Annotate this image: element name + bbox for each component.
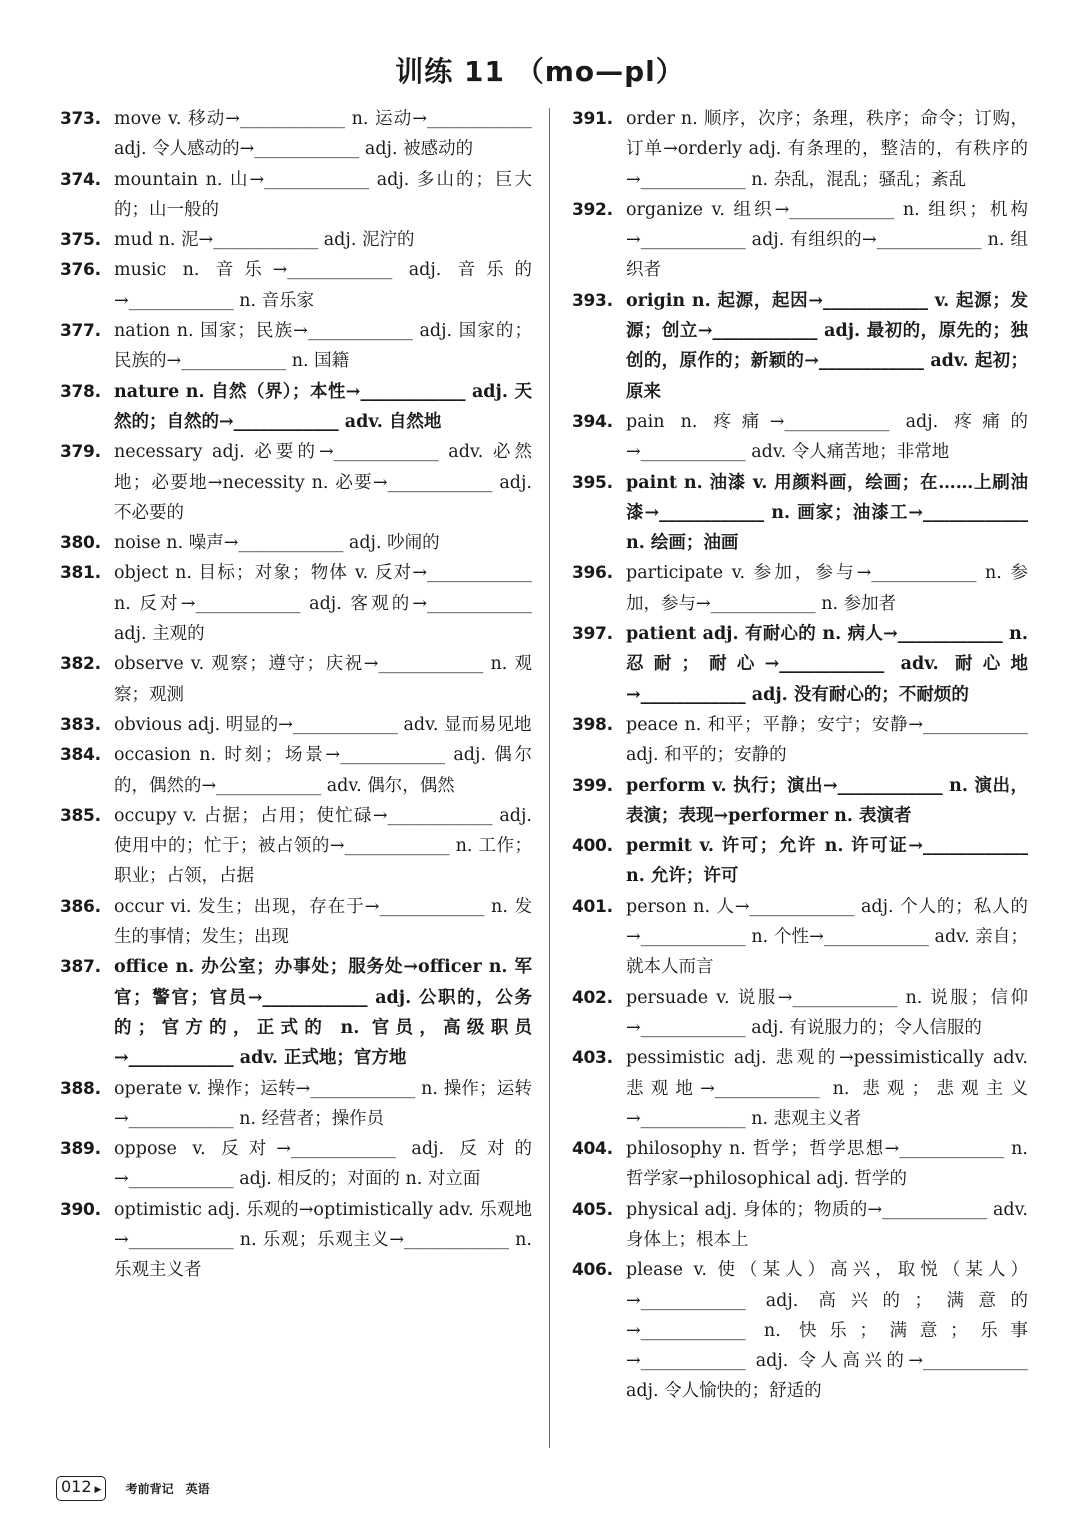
vocab-entry — [60, 437, 532, 528]
entry-text: physical adj. 身体的；物质的→____________ adv. 身体上；根本上 — [626, 1199, 1028, 1250]
entry-text: organize v. 组织→____________ n. 组织；机构→____________ adj. 有组织的→____________ n. 组织者 — [626, 199, 1028, 281]
vocab-entry — [572, 892, 1028, 983]
vocab-entry — [572, 468, 1028, 559]
entry-text: permit v. 许可；允许 n. 许可证→____________ n. 允许；许可 — [626, 836, 1028, 887]
vocab-entry — [60, 1134, 532, 1195]
page-number-badge — [56, 1476, 106, 1501]
left-column — [60, 104, 532, 1286]
entry-number: 384. — [60, 745, 101, 766]
entry-text: music n. 音乐→____________ adj. 音乐的→____________ n. 音乐家 — [114, 260, 532, 311]
entry-number: 400. — [572, 836, 613, 857]
entry-text: perform v. 执行；演出→____________ n. 演出，表演；表现→performer n. 表演者 — [626, 775, 1028, 826]
entry-number: 390. — [60, 1199, 101, 1220]
vocab-entry — [60, 952, 532, 1073]
entry-number: 401. — [572, 896, 613, 917]
vocab-entry — [572, 771, 1028, 832]
entry-number: 397. — [572, 624, 613, 645]
entry-text: please v. 使（某人）高兴，取悦（某人）→____________ adj. 高兴的；满意的→____________ n. 快乐；满意；乐事→____________ adj. 令人高兴的→____________ adj. 令人愉快的；舒适的 — [626, 1260, 1028, 1402]
page-footer — [56, 1476, 210, 1500]
vocab-entry — [60, 1195, 532, 1286]
entry-number: 391. — [572, 109, 613, 129]
vocab-entry — [60, 740, 532, 801]
entry-text: persuade v. 说服→____________ n. 说服；信仰→____________ adj. 有说服力的；令人信服的 — [626, 987, 1028, 1038]
entry-text: patient adj. 有耐心的 n. 病人→____________ n. 忍耐；耐心→____________ adv. 耐心地→____________ adj. 没有耐心的；不耐烦的 — [626, 624, 1028, 705]
entry-number: 394. — [572, 411, 613, 432]
entry-text: pain n. 疼痛→____________ adj. 疼痛的→____________ adv. 令人痛苦地；非常地 — [626, 411, 1028, 463]
entry-number: 383. — [60, 714, 101, 735]
entry-text: necessary adj. 必要的→____________ adv. 必然地；必要地→necessity n. 必要→____________ adj. 不必要的 — [114, 442, 532, 523]
entry-number: 396. — [572, 563, 613, 584]
vocab-entry — [60, 225, 532, 255]
entry-number: 406. — [572, 1260, 613, 1281]
entry-text: oppose v. 反对→____________ adj. 反对的→____________ adj. 相反的；对面的 n. 对立面 — [114, 1139, 532, 1190]
entry-number: 375. — [60, 230, 101, 251]
entry-text: peace n. 和平；平静；安宁；安静→____________ adj. 和平的；安静的 — [626, 714, 1028, 766]
vocab-entry — [572, 1195, 1028, 1256]
entry-number: 392. — [572, 199, 613, 220]
entry-text: participate v. 参加，参与→____________ n. 参加，参与→____________ n. 参加者 — [626, 563, 1028, 614]
entry-text: mountain n. 山→____________ adj. 多山的；巨大的；山一般的 — [114, 169, 532, 220]
entry-text: office n. 办公室；办事处；服务处→officer n. 军官；警官；官员→____________ adj. 公职的，公务的；官方的，正式的 n. 官员，高级职员→____________ adv. 正式地；官方地 — [114, 957, 532, 1069]
vocab-entry — [572, 104, 1028, 195]
entry-text: occupy v. 占据；占用；使忙碌→____________ adj. 使用中的；忙于；被占领的→____________ n. 工作；职业；占领，占据 — [114, 805, 532, 887]
vocab-entry — [60, 165, 532, 226]
entry-number: 389. — [60, 1139, 101, 1160]
entry-number: 378. — [60, 381, 101, 402]
entry-text: pessimistic adj. 悲观的→pessimistically adv. 悲观地→____________ n. 悲观；悲观主义→____________ n. 悲观主义者 — [626, 1048, 1028, 1129]
entry-number: 405. — [572, 1199, 613, 1220]
entry-number: 387. — [60, 957, 101, 978]
vocab-entry — [572, 1134, 1028, 1195]
vocab-entry — [572, 1043, 1028, 1134]
vocab-entry — [572, 1255, 1028, 1406]
entry-text: order n. 顺序，次序；条理，秩序；命令；订购，订单→orderly adj. 有条理的，整洁的，有秩序的→____________ n. 杂乱，混乱；骚乱；紊乱 — [626, 109, 1028, 190]
vocab-entry — [60, 255, 532, 316]
vocab-entry — [572, 619, 1028, 710]
entry-number: 374. — [60, 169, 101, 190]
vocab-entry — [60, 801, 532, 892]
vocab-entry — [60, 558, 532, 649]
vocab-entry — [60, 377, 532, 438]
entry-number: 376. — [60, 260, 101, 281]
entry-text: operate v. 操作；运转→____________ n. 操作；运转→____________ n. 经营者；操作员 — [114, 1078, 532, 1129]
vocab-entry — [60, 316, 532, 377]
vocab-entry — [60, 649, 532, 710]
vocab-entry — [572, 983, 1028, 1044]
entry-text: person n. 人→____________ adj. 个人的；私人的→____________ n. 个性→____________ adv. 亲自；就本人而言 — [626, 896, 1028, 978]
vocab-entry — [60, 710, 532, 740]
entry-text: occur vi. 发生；出现，存在于→____________ n. 发生的事情；发生；出现 — [114, 896, 532, 948]
entry-number: 395. — [572, 472, 613, 493]
triangle-right-icon: ▶ — [94, 1485, 102, 1495]
entry-text: nature n. 自然（界）；本性→____________ adj. 天然的；自然的→____________ adv. 自然地 — [114, 381, 532, 432]
entry-number: 388. — [60, 1078, 101, 1099]
entry-text: paint n. 油漆 v. 用颜料画，绘画；在……上刷油漆→____________ n. 画家；油漆工→____________ n. 绘画；油画 — [626, 472, 1028, 554]
entry-number: 373. — [60, 109, 101, 129]
entry-number: 404. — [572, 1139, 613, 1160]
entry-number: 393. — [572, 290, 613, 311]
entry-number: 402. — [572, 987, 613, 1008]
entry-text: move v. 移动→____________ n. 运动→____________ adj. 令人感动的→____________ adj. 被感动的 — [114, 109, 532, 160]
entry-text: optimistic adj. 乐观的→optimistically adv. 乐观地→____________ n. 乐观；乐观主义→____________ n. 乐观主义者 — [114, 1199, 532, 1281]
vocab-entry — [572, 558, 1028, 619]
entry-text: philosophy n. 哲学；哲学思想→____________ n. 哲学家→philosophical adj. 哲学的 — [626, 1139, 1028, 1190]
entry-number: 377. — [60, 321, 101, 342]
column-divider — [549, 108, 550, 1448]
vocab-entry — [572, 195, 1028, 286]
page-title: 训练 11 （mo—pl） — [395, 55, 685, 88]
vocab-entry — [60, 892, 532, 953]
vocab-entry — [572, 286, 1028, 407]
vocab-entry — [60, 528, 532, 558]
entry-number: 382. — [60, 654, 101, 675]
vocab-entry — [572, 831, 1028, 892]
right-column — [572, 104, 1028, 1407]
entry-text: mud n. 泥→____________ adj. 泥泞的 — [114, 230, 415, 251]
entry-text: origin n. 起源，起因→____________ v. 起源；发源；创立→____________ adj. 最初的，原先的；独创的，原作的；新颖的→____________ adv. 起初；原来 — [626, 290, 1028, 402]
entry-number: 403. — [572, 1048, 613, 1069]
vocab-entry — [572, 407, 1028, 468]
entry-text: object n. 目标；对象；物体 v. 反对→____________ n. 反对→____________ adj. 客观的→____________ adj. 主观的 — [114, 563, 532, 645]
book-title: 考前背记 英语 — [125, 1482, 210, 1496]
entry-number: 386. — [60, 896, 101, 917]
entry-number: 399. — [572, 775, 613, 796]
entry-number: 381. — [60, 563, 101, 584]
entry-number: 398. — [572, 714, 613, 735]
entry-text: observe v. 观察；遵守；庆祝→____________ n. 观察；观测 — [114, 654, 532, 705]
page-number: 012 — [61, 1477, 92, 1496]
entry-number: 380. — [60, 533, 101, 554]
entry-number: 379. — [60, 442, 101, 463]
vocab-entry — [572, 710, 1028, 771]
entry-text: noise n. 噪声→____________ adj. 吵闹的 — [114, 533, 440, 554]
entry-number: 385. — [60, 805, 101, 826]
entry-text: obvious adj. 明显的→____________ adv. 显而易见地 — [114, 714, 532, 735]
entry-text: occasion n. 时刻；场景→____________ adj. 偶尔的，偶然的→____________ adv. 偶尔，偶然 — [114, 745, 532, 796]
vocab-entry — [60, 104, 532, 165]
entry-text: nation n. 国家；民族→____________ adj. 国家的；民族的→____________ n. 国籍 — [114, 321, 532, 372]
vocab-entry — [60, 1074, 532, 1135]
